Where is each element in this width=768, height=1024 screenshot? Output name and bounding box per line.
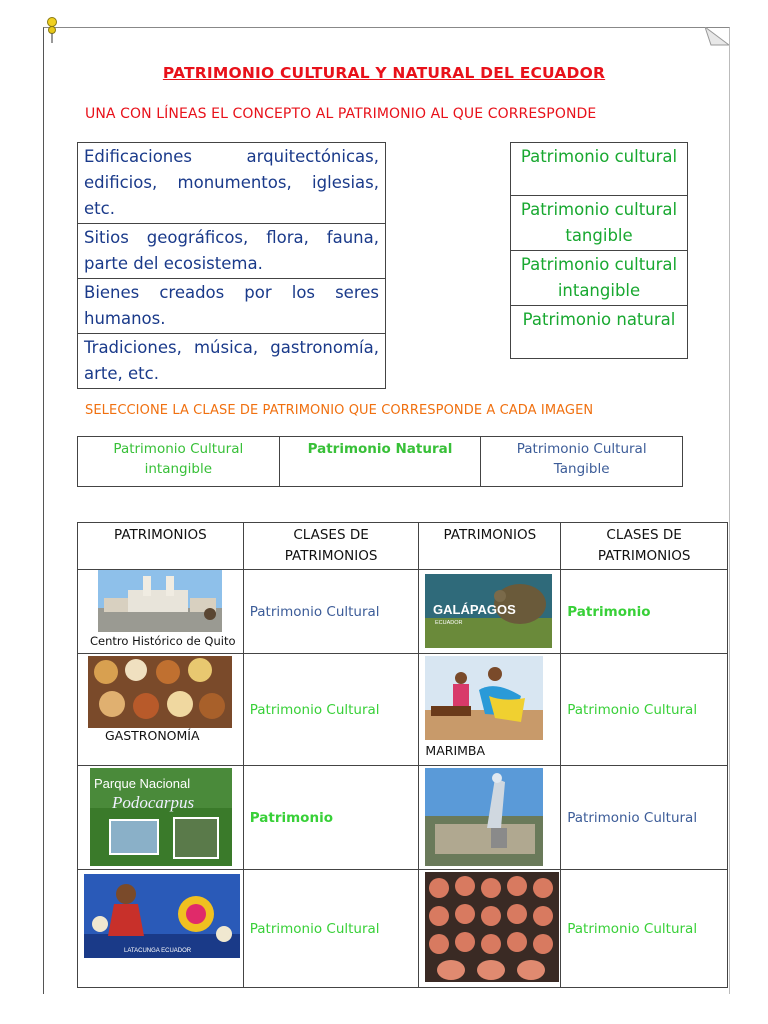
answer-cell[interactable]: Patrimonio Cultural (561, 654, 728, 766)
image-cell (78, 570, 244, 654)
answer-cell[interactable]: Patrimonio Cultural (561, 870, 728, 988)
galapagos-image (425, 574, 552, 648)
masks-image (425, 872, 559, 982)
answer-cell[interactable]: Patrimonio Cultural (243, 654, 419, 766)
galapagos-image-title: GALÁPAGOS (433, 602, 517, 617)
concept-item: Bienes creados por los seres humanos. (78, 279, 386, 334)
heritage-images-table (77, 522, 728, 988)
podocarpus-park-image (90, 768, 232, 866)
image-cell (78, 654, 244, 766)
quito-historic-center-image (98, 570, 222, 632)
podocarpus-image-title-line2: Podocarpus (112, 793, 195, 812)
image-caption: Centro Histórico de Quito (90, 634, 236, 648)
mama-negra-festival-image (84, 874, 240, 958)
podocarpus-image-title-line1: Parque Nacional (94, 776, 191, 791)
image-cell (419, 654, 561, 766)
concept-item: Edificaciones arquitectónicas, edificios, monumentos, iglesias, etc. (78, 143, 386, 224)
image-caption: GASTRONOMÍA (105, 728, 200, 743)
gastronomy-image (88, 656, 232, 728)
heritage-type-item: Patrimonio natural (511, 306, 688, 359)
concepts-table (77, 142, 386, 389)
heritage-types-table (510, 142, 688, 359)
image-cell (78, 870, 244, 988)
column-header: CLASES DE PATRIMONIOS (561, 523, 728, 570)
options-table (77, 436, 683, 487)
galapagos-image-subtitle: ECUADOR (435, 620, 463, 626)
image-cell (419, 766, 561, 870)
answer-cell[interactable]: Patrimonio Cultural (243, 870, 419, 988)
page-curl-icon (705, 27, 729, 47)
option-cultural-tangible[interactable]: Patrimonio Cultural Tangible (481, 437, 683, 487)
pushpin-icon (46, 17, 58, 43)
answer-cell[interactable]: Patrimonio Cultural (561, 766, 728, 870)
answer-cell[interactable]: Patrimonio (243, 766, 419, 870)
image-cell (78, 766, 244, 870)
answer-cell[interactable]: Patrimonio Cultural (243, 570, 419, 654)
instruction-select: SELECCIONE LA CLASE DE PATRIMONIO QUE CORRESPONDE A CADA IMAGEN (85, 403, 594, 418)
concept-item: Tradiciones, música, gastronomía, arte, etc. (78, 334, 386, 389)
column-header: PATRIMONIOS (78, 523, 244, 570)
answer-cell[interactable]: Patrimonio (561, 570, 728, 654)
marimba-image (425, 656, 543, 740)
column-header: PATRIMONIOS (419, 523, 561, 570)
concept-item: Sitios geográficos, flora, fauna, parte del ecosistema. (78, 224, 386, 279)
heritage-type-item: Patrimonio cultural (511, 143, 688, 196)
page-title: PATRIMONIO CULTURAL Y NATURAL DEL ECUADOR (162, 64, 606, 82)
image-cell (419, 570, 561, 654)
image-cell (419, 870, 561, 988)
virgin-of-quito-image (425, 768, 543, 866)
option-cultural-intangible[interactable]: Patrimonio Cultural intangible (78, 437, 280, 487)
heritage-type-item: Patrimonio cultural tangible (511, 196, 688, 251)
column-header: CLASES DE PATRIMONIOS (243, 523, 419, 570)
image-caption: MARIMBA (425, 743, 486, 758)
festival-image-label: LATACUNGA ECUADOR (124, 948, 192, 954)
instruction-match: UNA CON LÍNEAS EL CONCEPTO AL PATRIMONIO AL QUE CORRESPONDE (85, 106, 597, 122)
option-natural[interactable]: Patrimonio Natural (279, 437, 481, 487)
heritage-type-item: Patrimonio cultural intangible (511, 251, 688, 306)
